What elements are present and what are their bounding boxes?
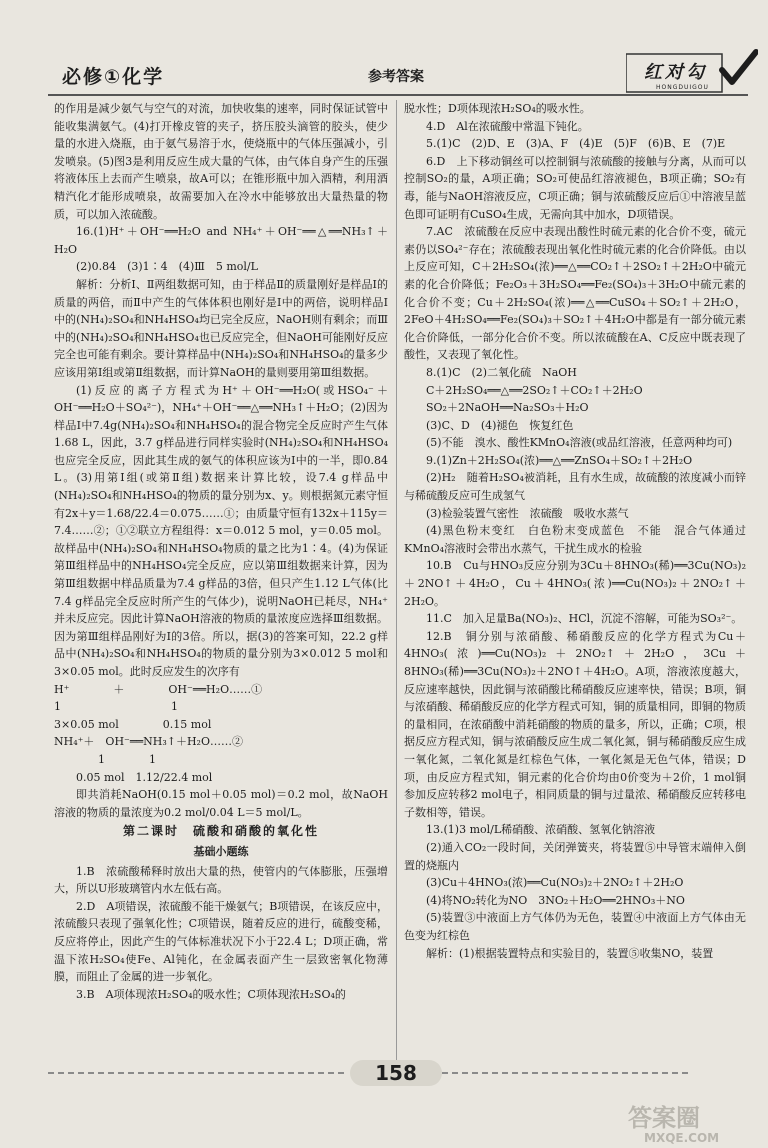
left-column-paragraph: (1)反应的离子方程式为H⁺＋OH⁻══H₂O(或HSO₄⁻＋OH⁻══H₂O＋SO₄²⁻)，NH₄⁺＋OH⁻══△══NH₃↑＋H₂O；(2)因为样品Ⅰ中7.4g(NH₄)₂SO₄和NH₄HSO₄的混合物完全反应时产生气体1.68 L，因此，3.7 g样品进行同样实验时(NH₄)₂SO₄和NH₄HSO₄也应完全反应，因此其生成的氨气的体积应该为Ⅰ中的一半，即0.84 L。(3)用第Ⅰ组(或第Ⅱ组)数据来计算比较，设7.4 g样品中(NH₄)₂SO₄和NH₄HSO₄的物质的量分别为x、y。则根据氮元素守恒有2x＋y＝1.68/22.4＝0.075……①；由质量守恒有132x＋115y＝7.4……②；①②联立方程组得：x＝0.012 5 mol，y＝0.05 mol。故样品中(NH₄)₂SO₄和NH₄HSO₄物质的量之比为1∶4。(4)为保证第Ⅲ组样品中的NH₄HSO₄完全反应，应以第Ⅲ组数据来计算，因为第Ⅲ组数据中样品质量为7.4 g样品的3倍，但只产生1.12 L气体(比7.4 g样品完全反应时所产生的气体少)，说明NaOH已耗尽，NH₄⁺并未反应完。因此计算NaOH溶液的物质的量浓度应选择Ⅲ组数据。因为第Ⅲ组样品刚好为Ⅰ的3倍。所以，据(3)的答案可知，22.2 g样品中(NH₄)₂SO₄和NH₄HSO₄的物质的量分别为3×0.012 5 mol和3×0.05 mol。此时反应发生的次序有 — [54, 383, 389, 678]
right-column-paragraph: 解析：(1)根据装置特点和实验目的，装置⑤收集NO，装置 — [426, 946, 714, 960]
right-column-paragraph: 5.(1)C (2)D、E (3)A、F (4)E (5)F (6)B、E (7)E — [426, 137, 726, 151]
right-column-paragraph: 6.D 上下移动铜丝可以控制铜与浓硫酸的接触与分离，从而可以控制SO₂的量，A项正确；SO₂可使品红溶液褪色，B项正确；SO₂有毒，能与NaOH溶液反应，C项正确；铜与浓硫酸反应后①中溶液呈蓝色即可证明有CuSO₄生成，无需向其中加水，D项错误。 — [404, 154, 746, 221]
checkmark-icon — [718, 48, 758, 88]
left-column-paragraph: (2)0.84 (3)1∶4 (4)Ⅲ 5 mol/L — [76, 260, 258, 274]
left-column-paragraph: 解析：分析Ⅰ、Ⅱ两组数据可知，由于样品Ⅱ的质量刚好是样品Ⅰ的质量的两倍，而Ⅱ中产生的气体体积也刚好是Ⅰ中的两倍，说明样品Ⅰ中的(NH₄)₂SO₄和NH₄HSO₄均已完全反应，NaOH则有剩余；而Ⅲ中的(NH₄)₂SO₄和NH₄HSO₄也已反应完全，但NaOH可能刚好反应完全也可能有剩余。要计算样品中(NH₄)₂SO₄和NH₄HSO₄的量多少应该用第Ⅰ组或第Ⅱ组数据，而计算NaOH的量则要用第Ⅲ组数据。 — [54, 277, 388, 379]
left-column-paragraph: 的作用是减少氨气与空气的对流，加快收集的速率，同时保证试管中能收集满氨气。(4)打开橡皮管的夹子，挤压胶头滴管的胶头，使少量的水进入烧瓶，由于氨气易溶于水，使烧瓶中的气体压强减小，引发喷泉。(5)图3是利用反应生成大量的气体，由气体自身产生的压强将液体压上去而产生喷泉，故A可以；在锥形瓶中加入酒精，利用酒精汽化才能形成喷泉，故需要加入在冷水中能够放出大量热量的物质，可以加入浓硫酸。 — [54, 102, 388, 221]
section-label: 参考答案 — [368, 69, 424, 85]
right-column-paragraph: 9.(1)Zn＋2H₂SO₄(浓)══△══ZnSO₄＋SO₂↑＋2H₂O — [426, 453, 693, 467]
page-header — [48, 46, 748, 98]
right-column-paragraph: 10.B Cu与HNO₃反应分别为3Cu＋8HNO₃(稀)══3Cu(NO₃)₂＋2NO↑＋4H₂O，Cu＋4HNO₃(浓)══Cu(NO₃)₂＋2NO₂↑＋2H₂O。 — [404, 559, 746, 608]
watermark — [624, 1100, 754, 1144]
right-column-paragraph: (5)不能 溴水、酸性KMnO₄溶液(或品红溶液，任意两种均可) — [426, 436, 733, 450]
right-column-paragraph: 11.C 加入足量Ba(NO₃)₂、HCl，沉淀不溶解，可能为SO₃²⁻。 — [426, 612, 743, 626]
left-column-paragraph: 2.D A项错误，浓硫酸不能干燥氨气；B项错误，在该反应中，浓硫酸只表现了强氧化性；C项错误，随着反应的进行，硫酸变稀，反应将停止，因此产生的气体标准状况下小于22.4 L；D项正确，常温下浓H₂SO₄使Fe、Al钝化，在金属表面产生一层致密氧化物薄膜，而阻止了金属的进一步氧化。 — [54, 899, 388, 984]
brand-subtitle: HONGDUIGOU — [656, 84, 709, 91]
watermark-title: 答案圈 — [628, 1104, 700, 1132]
right-column-paragraph: 脱水性；D项体现浓H₂SO₄的吸水性。 — [404, 102, 591, 115]
right-column-paragraph: SO₂＋2NaOH══Na₂SO₃＋H₂O — [426, 401, 589, 415]
footer-rule-right — [442, 1072, 692, 1074]
header-rule — [48, 94, 748, 96]
right-column-paragraph: 4.D Al在浓硫酸中常温下钝化。 — [426, 119, 589, 133]
right-column-paragraph: (3)Cu＋4HNO₃(浓)══Cu(NO₃)₂＋2NO₂↑＋2H₂O — [426, 876, 684, 890]
right-column-paragraph: 7.AC 浓硫酸在反应中表现出酸性时硫元素的化合价不变，硫元素仍以SO₄²⁻存在；浓硫酸表现出氧化性时硫元素的化合价降低。由以上反应可知，C＋2H₂SO₄(浓)══△══CO₂↑＋2SO₂↑＋2H₂O中硫元素的化合价降低；Fe₂O₃＋3H₂SO₄══Fe₂(SO₄)₃＋3H₂O中硫元素的化合价不变；Cu＋2H₂SO₄(浓)══△══CuSO₄＋SO₂↑＋2H₂O，2FeO＋4H₂SO₄══Fe₂(SO₄)₃＋SO₂↑＋4H₂O中都是有一部分硫元素化合价降低，一部分化合价不变。所以浓硫酸在A、C反应中既表现了酸性，又表现了氧化性。 — [404, 225, 746, 362]
column-divider — [396, 100, 397, 1060]
right-column-paragraph: (3)检验装置气密性 浓硫酸 吸收水蒸气 — [426, 506, 629, 520]
left-column-paragraph: 即共消耗NaOH(0.15 mol＋0.05 mol)＝0.2 mol，故NaOH溶液的物质的量浓度为0.2 mol/0.04 L＝5 mol/L。 — [54, 788, 388, 819]
left-column-paragraph: 基础小题练 — [193, 844, 249, 858]
left-column-paragraph: 1.B 浓硫酸稀释时放出大量的热，使管内的气体膨胀，压强增大，所以U形玻璃管内水左低右高。 — [54, 864, 388, 896]
right-column-paragraph: 12.B 铜分别与浓硝酸、稀硝酸反应的化学方程式为Cu＋4HNO₃(浓)══Cu(NO₃)₂＋2NO₂↑＋2H₂O，3Cu＋8HNO₃(稀)══3Cu(NO₃)₂＋2NO↑＋4H₂O。A项，溶液浓度越大，反应速率越快，因此铜与浓硝酸比稀硝酸反应速率快，错误；B项，铜与浓硝酸、稀硝酸反应的化学方程式可知，铜的质量相同，即铜的物质的量相同，在浓硝酸中消耗硝酸的物质的量多，所以，正确；C项，根据反应方程式知，铜与浓硝酸反应生成二氧化氮，铜与稀硝酸反应生成一氧化氮，二氧化氮是红棕色气体，一氧化氮是无色气体，错误；D项，由反应方程式知，铜元素的化合价均由0价变为＋2价，1 mol铜参加反应转移2 mol电子，相同质量的铜与过量浓、稀硝酸反应转移电子数相等，错误。 — [404, 629, 746, 819]
left-column-paragraph: 16.(1)H⁺＋OH⁻══H₂O and NH₄⁺＋OH⁻══△══NH₃↑＋H₂O — [54, 225, 388, 256]
right-column-paragraph: (2)通入CO₂一段时间，关闭弹簧夹，将装置⑤中导管末端伸入倒置的烧瓶内 — [404, 840, 746, 872]
right-column-paragraph: (3)C、D (4)褪色 恢复红色 — [426, 418, 574, 432]
watermark-url: MXQE.COM — [644, 1131, 720, 1144]
left-column-paragraph: 第二课时 硫酸和硝酸的氧化性 — [122, 824, 319, 839]
right-column-paragraph: 8.(1)C (2)二氧化硫 NaOH — [426, 365, 577, 379]
page-number: 158 — [375, 1061, 417, 1085]
left-column-paragraph: 3.B A项体现浓H₂SO₄的吸水性；C项体现浓H₂SO₄的 — [76, 987, 346, 1001]
right-column-paragraph: C＋2H₂SO₄══△══2SO₂↑＋CO₂↑＋2H₂O — [426, 383, 643, 397]
brand-logo — [626, 52, 746, 94]
left-column-paragraph: H⁺ ＋ OH⁻══H₂O……① 1 1 3×0.05 mol 0.15 mol NH₄⁺＋ OH⁻══NH₃↑＋H₂O……② 1 1 0.05 mol 1.12/22.4 mol — [54, 682, 263, 784]
right-column-paragraph: (2)H₂ 随着H₂SO₄被消耗，且有水生成，故硫酸的浓度减小而锌与稀硫酸反应可生成氢气 — [404, 471, 746, 503]
book-title: 必修①化学 — [62, 66, 165, 88]
left-column — [54, 100, 388, 1003]
right-column — [404, 100, 746, 962]
right-column-paragraph: 13.(1)3 mol/L稀硝酸、浓硝酸、氢氧化钠溶液 — [426, 823, 656, 837]
right-column-paragraph: (4)将NO₂转化为NO 3NO₂＋H₂O══2HNO₃＋NO — [426, 893, 685, 907]
footer-rule-left — [48, 1072, 348, 1074]
right-column-paragraph: (5)装置③中液面上方气体仍为无色，装置④中液面上方气体由无色变为红棕色 — [404, 911, 746, 942]
brand-name: 红对勾 — [644, 62, 707, 83]
right-column-paragraph: (4)黑色粉末变红 白色粉末变成蓝色 不能 混合气体通过KMnO₄溶液时会带出水蒸气，干扰生成水的检验 — [404, 524, 746, 555]
